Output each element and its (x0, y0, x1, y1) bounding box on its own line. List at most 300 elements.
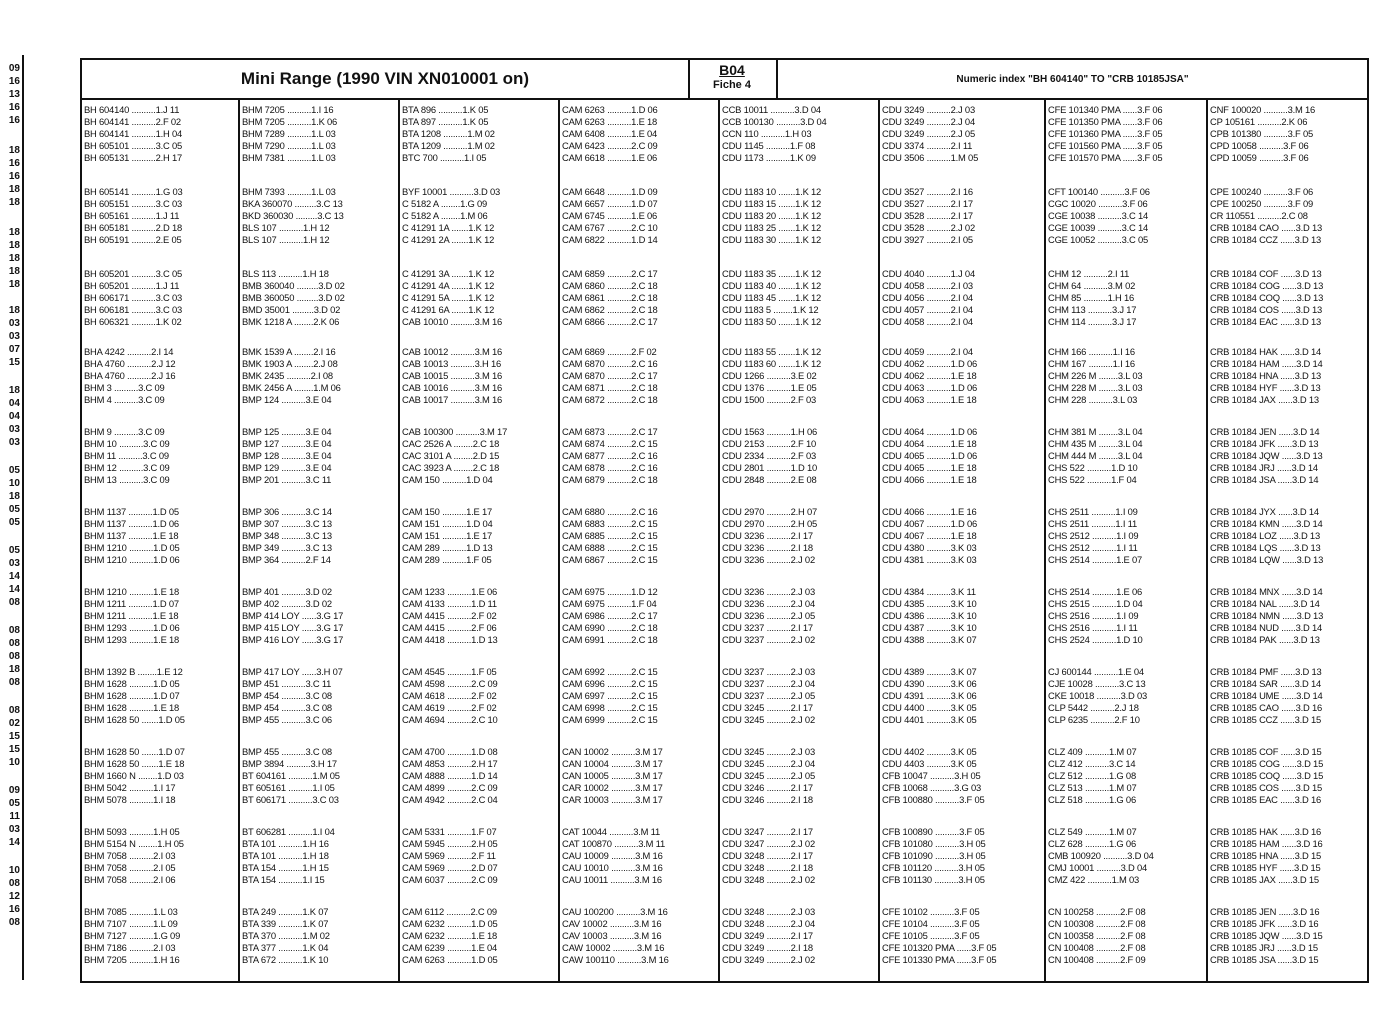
index-entry: CDU 3249 ..........2.J 03 (882, 104, 975, 115)
entry-group (82, 346, 238, 406)
index-entry: CAM 6999 ..........2.C 15 (562, 714, 658, 726)
index-entry: BMK 2456 A ........1.M 06 (242, 382, 341, 394)
index-entry: BLS 113 ..........1.H 18 (242, 268, 329, 279)
index-entry: CRB 10184 LOZ ......3.D 13 (1210, 530, 1320, 542)
index-entry: CAM 1233 ..........1.E 06 (402, 586, 498, 597)
index-entry: CRB 10184 SAR ......3.D 14 (1210, 678, 1322, 690)
index-entry: BMP 364 ..........2.F 14 (242, 554, 331, 566)
index-entry: CAM 5969 ..........2.D 07 (402, 862, 498, 874)
index-entry: BMP 417 LOY ......3.H 07 (242, 666, 343, 677)
index-entry: BHM 5042 ..........1.I 17 (84, 782, 176, 794)
entry-group (880, 586, 1044, 646)
index-entry: CAM 6883 ..........2.C 15 (562, 518, 658, 530)
left-strip-number: 05 (8, 504, 20, 515)
index-entry: BHM 7058 ..........2.I 05 (84, 862, 176, 874)
left-strip-number: 18 (8, 227, 20, 238)
page-title: Mini Range (1990 VIN XN010001 on) (82, 60, 690, 98)
index-entry: CDU 3248 ..........2.I 17 (722, 850, 813, 862)
index-entry: CDU 3237 ..........2.I 17 (722, 622, 813, 634)
index-entry: CAM 4700 ..........1.D 08 (402, 746, 498, 757)
index-entry: CAC 2526 A ........2.C 18 (402, 438, 500, 450)
index-entry: CAM 4415 ..........2.F 06 (402, 622, 497, 634)
index-entry: CAC 3923 A ........2.C 18 (402, 462, 500, 474)
entry-group (400, 746, 558, 806)
index-entry: CGC 10020 ..........3.F 06 (1048, 198, 1148, 210)
left-strip-number: 18 (8, 279, 20, 290)
index-entry: CAM 6861 ..........2.C 18 (562, 292, 658, 304)
index-column (82, 100, 240, 983)
entry-group (720, 826, 878, 886)
index-entry: CRB 10184 NAL ......3.D 14 (1210, 598, 1320, 610)
index-entry: CRB 10185 CAO ......3.D 16 (1210, 702, 1323, 714)
index-entry: CAB 10016 ..........3.M 16 (402, 382, 503, 394)
entry-group (880, 346, 1044, 406)
index-entry: CAM 6869 ..........2.F 02 (562, 346, 657, 357)
entry-group (1046, 268, 1206, 328)
left-strip-number: 08 (8, 878, 20, 889)
index-entry: CMB 100920 ..........3.D 04 (1048, 850, 1154, 862)
index-entry: CDU 4064 ..........1.D 06 (882, 426, 978, 437)
index-entry: CHS 2524 ..........1.D 10 (1048, 634, 1143, 646)
index-entry: CAM 4853 ..........2.H 17 (402, 758, 498, 770)
index-entry: BH 606321 ..........1.K 02 (84, 316, 182, 328)
index-entry: CRB 10185 JAX ......3.D 15 (1210, 874, 1319, 886)
index-entry: BHM 7127 ..........1.G 09 (84, 930, 181, 942)
index-entry: BH 605101 ..........3.C 05 (84, 140, 182, 152)
index-entry: CN 100408 ..........2.F 09 (1048, 954, 1146, 966)
index-entry: BMP 348 ..........3.C 13 (242, 530, 332, 542)
index-entry: CAM 151 ..........1.E 17 (402, 530, 493, 542)
index-entry: CFB 100880 ..........3.F 05 (882, 794, 985, 806)
index-entry: CDU 4065 ..........1.D 06 (882, 450, 978, 462)
index-entry: BMP 454 ..........3.C 08 (242, 702, 332, 714)
index-entry: BTA 154 ..........1.H 15 (242, 862, 329, 874)
entry-group (1208, 666, 1367, 726)
left-strip-number: 03 (8, 558, 20, 569)
index-entry: BHM 1628 ..........1.D 05 (84, 678, 180, 690)
index-entry: CDU 1183 20 .......1.K 12 (722, 210, 822, 222)
index-entry: CAM 6986 ..........2.C 17 (562, 610, 658, 622)
index-entry: CAB 10010 ..........3.M 16 (402, 316, 503, 328)
index-entry: BMP 402 ..........3.D 02 (242, 598, 332, 610)
entry-group (1046, 346, 1206, 406)
entry-group (880, 826, 1044, 886)
index-entry: BMP 349 ..........3.C 13 (242, 542, 332, 554)
index-entry: CAU 10011 ..........3.M 16 (562, 874, 662, 886)
index-entry: CDU 1173 ..........1.K 09 (722, 152, 816, 164)
index-entry: BHM 1660 N ........1.D 03 (84, 770, 184, 782)
entry-group (1046, 906, 1206, 966)
index-entry: CHM 12 ..........2.I 11 (1048, 268, 1130, 279)
entry-group (560, 746, 718, 806)
index-entry: CAM 6232 ..........1.D 05 (402, 918, 498, 930)
left-strip-number: 12 (8, 891, 20, 902)
left-strip-number: 16 (8, 102, 20, 113)
index-entry: BYF 10001 ..........3.D 03 (402, 186, 500, 197)
left-strip-number: 11 (9, 811, 20, 822)
index-entry: CFB 101080 ..........3.H 05 (882, 838, 986, 850)
entry-group (560, 506, 718, 566)
index-entry: CDU 2801 ..........1.D 10 (722, 462, 818, 474)
index-entry: C 5182 A ........1.M 06 (402, 210, 488, 222)
index-entry: CAM 4598 ..........2.C 09 (402, 678, 498, 690)
index-entry: CDU 3527 ..........2.I 17 (882, 198, 973, 210)
index-entry: CDU 1183 45 .......1.K 12 (722, 292, 822, 304)
index-entry: BHM 7381 ..........1.L 03 (242, 152, 336, 164)
index-entry: CP 105161 ..........2.K 06 (1210, 116, 1308, 128)
index-entry: BMK 1539 A ........2.I 16 (242, 346, 336, 357)
index-entry: CPD 10058 ..........3.F 06 (1210, 140, 1309, 152)
index-entry: BHM 1628 50 .......1.D 05 (84, 714, 185, 726)
index-entry: CRB 10184 JYX ......3.D 14 (1210, 506, 1319, 517)
left-strip-number: 14 (8, 837, 20, 848)
index-entry: CAM 4619 ..........2.F 02 (402, 702, 497, 714)
index-entry: CDU 4386 ..........3.K 10 (882, 610, 977, 622)
index-entry: CDU 4062 ..........1.D 06 (882, 358, 978, 370)
index-entry: CDU 3237 ..........2.J 04 (722, 678, 815, 690)
index-entry: BTA 897 ..........1.K 05 (402, 116, 489, 128)
left-strip-number: 18 (8, 253, 20, 264)
index-entry: CHM 166 ..........1.I 16 (1048, 346, 1135, 357)
index-entry: CDU 3528 ..........2.J 02 (882, 222, 975, 234)
index-entry: CFB 10047 ..........3.H 05 (882, 770, 981, 782)
index-entry: CRB 10185 COQ ......3.D 15 (1210, 770, 1324, 782)
left-strip-number: 15 (8, 357, 20, 368)
entry-group (1208, 186, 1367, 246)
index-entry: BMP 3894 ..........3.H 17 (242, 758, 337, 770)
entry-group (880, 104, 1044, 164)
entry-group (720, 906, 878, 966)
index-entry: CDU 2153 ..........2.F 10 (722, 438, 817, 450)
index-entry: CAM 6877 ..........2.C 16 (562, 450, 658, 462)
index-entry: CRB 10184 JEN ......3.D 14 (1210, 426, 1320, 437)
left-strip-number: 18 (8, 184, 20, 195)
index-entry: CAC 3101 A ........2.D 15 (402, 450, 500, 462)
index-entry: CRB 10184 HAM ......3.D 14 (1210, 358, 1323, 370)
index-entry: CDU 3236 ..........2.J 04 (722, 598, 815, 610)
index-entry: CAM 6822 ..........1.D 14 (562, 234, 658, 246)
index-entry: CAR 10003 ..........3.M 17 (562, 794, 663, 806)
index-entry: CAM 5945 ..........2.H 05 (402, 838, 498, 850)
index-entry: BHM 1210 ..........1.D 05 (84, 542, 180, 554)
index-entry: CHM 114 ..........3.J 17 (1048, 316, 1137, 328)
index-entry: CDU 4400 ..........3.K 05 (882, 702, 977, 714)
index-entry: CDU 1183 50 .......1.K 12 (722, 316, 822, 328)
index-entry: CRB 10184 HAK ......3.D 14 (1210, 346, 1322, 357)
index-entry: BHM 1628 ..........1.D 07 (84, 690, 180, 702)
entry-group (1208, 586, 1367, 646)
index-entry: CAM 6872 ..........2.C 18 (562, 394, 658, 406)
entry-group (82, 666, 238, 726)
entry-group (560, 104, 718, 164)
index-entry: CDU 4040 ..........1.J 04 (882, 268, 975, 279)
index-entry: BHM 13 ..........3.C 09 (84, 474, 170, 486)
index-entry: CCN 110 ..........1.H 03 (722, 128, 812, 140)
index-entry: CAM 6859 ..........2.C 17 (562, 268, 658, 279)
left-strip-number: 05 (8, 545, 20, 556)
index-entry: CAM 4618 ..........2.F 02 (402, 690, 497, 702)
left-strip-number: 05 (8, 798, 20, 809)
index-entry: CFE 101330 PMA ......3.F 05 (882, 954, 997, 966)
index-entry: CAM 5331 ..........1.F 07 (402, 826, 497, 837)
entry-group (240, 666, 398, 726)
entry-group (82, 906, 238, 966)
index-entry: CAM 4418 ..........1.D 13 (402, 634, 498, 646)
index-entry: CDU 3248 ..........2.J 02 (722, 874, 815, 886)
index-entry: CHS 2515 ..........1.D 04 (1048, 598, 1143, 610)
index-entry: CHS 522 ..........1.F 04 (1048, 474, 1137, 486)
left-strip-number: 18 (8, 197, 20, 208)
index-entry: CDU 4401 ..........3.K 05 (882, 714, 977, 726)
index-entry: CLZ 412 ..........3.C 14 (1048, 758, 1136, 770)
entry-group (1208, 426, 1367, 486)
index-entry: BHM 7058 ..........2.I 03 (84, 850, 176, 862)
index-entry: CRB 10184 JAX ......3.D 13 (1210, 394, 1319, 406)
index-entry: CDU 3245 ..........2.J 02 (722, 714, 815, 726)
index-entry: CAU 10009 ..........3.M 16 (562, 850, 663, 862)
left-strip-number: 08 (8, 597, 20, 608)
index-column (1046, 100, 1208, 983)
index-entry: BHM 12 ..........3.C 09 (84, 462, 170, 474)
index-entry: BHM 7186 ..........2.I 03 (84, 942, 176, 954)
index-entry: CAM 6878 ..........2.C 16 (562, 462, 658, 474)
index-entry: CRB 10184 LQS ......3.D 13 (1210, 542, 1321, 554)
index-entry: CAM 6860 ..........2.C 18 (562, 280, 658, 292)
index-entry: BHM 7107 ..........1.L 09 (84, 918, 178, 930)
entry-group (240, 586, 398, 646)
index-entry: CAM 6862 ..........2.C 18 (562, 304, 658, 316)
index-entry: CAM 6037 ..........2.C 09 (402, 874, 498, 886)
index-entry: C 41291 1A .......1.K 12 (402, 222, 495, 234)
index-entry: CFE 101570 PMA ......3.F 05 (1048, 152, 1163, 164)
entry-group (880, 906, 1044, 966)
index-entry: BTA 1208 ..........1.M 02 (402, 128, 495, 140)
index-entry: CDU 4384 ..........3.K 11 (882, 586, 976, 597)
entry-group (1208, 268, 1367, 328)
index-entry: BH 605151 ..........3.C 03 (84, 198, 182, 210)
left-strip-number: 18 (8, 266, 20, 277)
index-entry: CDU 2970 ..........2.H 05 (722, 518, 818, 530)
index-entry: BTA 370 ..........1.M 02 (242, 930, 330, 942)
index-entry: CAM 4545 ..........1.F 05 (402, 666, 497, 677)
index-columns (82, 100, 1367, 983)
index-entry: CDU 3247 ..........2.I 17 (722, 826, 813, 837)
index-entry: CLZ 513 ..........1.M 07 (1048, 782, 1137, 794)
entry-group (720, 346, 878, 406)
index-entry: CHM 113 ..........3.J 17 (1048, 304, 1137, 316)
index-entry: CDU 1183 35 .......1.K 12 (722, 268, 822, 279)
index-entry: CAM 5969 ..........2.F 11 (402, 850, 496, 862)
entry-group (1046, 666, 1206, 726)
index-entry: CAM 4694 ..........2.C 10 (402, 714, 498, 726)
index-entry: CDU 3249 ..........2.J 05 (882, 128, 975, 140)
index-entry: CRB 10184 CCZ ......3.D 13 (1210, 234, 1321, 246)
index-entry: CKE 10018 ..........3.D 03 (1048, 690, 1148, 702)
index-entry: C 41291 3A .......1.K 12 (402, 268, 495, 279)
index-entry: CAM 6870 ..........2.C 17 (562, 370, 658, 382)
left-strip-number: 15 (8, 744, 20, 755)
entry-group (82, 826, 238, 886)
entry-group (560, 346, 718, 406)
index-entry: BHM 1211 ..........1.D 07 (84, 598, 179, 610)
index-entry: BH 604140 ..........1.J 11 (84, 104, 180, 115)
index-entry: CRB 10184 COG ......3.D 13 (1210, 280, 1324, 292)
index-entry: CDU 3374 ..........2.I 11 (882, 140, 973, 152)
index-entry: CDU 4402 ..........3.K 05 (882, 746, 977, 757)
index-entry: CDU 1183 5 ........1.K 12 (722, 304, 819, 316)
index-entry: CDU 4067 ..........1.E 18 (882, 530, 977, 542)
index-entry: CHM 85 ..........1.H 16 (1048, 292, 1135, 304)
entry-group (240, 746, 398, 806)
left-strip-number: 08 (8, 638, 20, 649)
fiche-reference (688, 60, 778, 98)
entry-group (880, 666, 1044, 726)
index-entry: BHM 1210 ..........1.E 18 (84, 586, 180, 597)
index-entry: BTA 339 ..........1.K 07 (242, 918, 329, 930)
index-entry: CFE 101350 PMA ......3.F 06 (1048, 116, 1163, 128)
index-entry: CAM 4942 ..........2.C 04 (402, 794, 498, 806)
left-strip-number: 05 (8, 465, 20, 476)
index-entry: CAU 10010 ..........3.M 16 (562, 862, 663, 874)
index-entry: CAM 150 ..........1.E 17 (402, 506, 493, 517)
entry-group (82, 506, 238, 566)
index-entry: BH 605161 ..........1.J 11 (84, 210, 180, 222)
index-entry: CDU 1376 ..........1.E 05 (722, 382, 817, 394)
index-entry: CAM 6879 ..........2.C 18 (562, 474, 658, 486)
entry-group (880, 426, 1044, 486)
index-entry: CRB 10185 HNA ......3.D 15 (1210, 850, 1322, 862)
index-entry: CAM 6888 ..........2.C 15 (562, 542, 658, 554)
left-strip-number: 03 (8, 824, 20, 835)
left-strip-number: 09 (8, 63, 20, 74)
entry-group (400, 586, 558, 646)
index-entry: CAN 10004 ..........3.M 17 (562, 758, 663, 770)
index-entry: CDU 3246 ..........2.I 17 (722, 782, 813, 794)
index-entry: CAB 10012 ..........3.M 16 (402, 346, 503, 357)
left-strip-number: 02 (8, 718, 20, 729)
index-column (880, 100, 1046, 983)
entry-group (560, 268, 718, 328)
index-entry: CAM 6997 ..........2.C 15 (562, 690, 658, 702)
index-entry: BHM 5154 N ........1.H 05 (84, 838, 184, 850)
index-entry: CDU 4058 ..........2.I 04 (882, 316, 973, 328)
left-strip-number: 16 (8, 171, 20, 182)
index-entry: BMK 1218 A ........2.K 06 (242, 316, 340, 328)
index-entry: CHS 2511 ..........1.I 11 (1048, 518, 1137, 530)
index-entry: CAM 6870 ..........2.C 16 (562, 358, 658, 370)
index-entry: CAV 10002 ..........3.M 16 (562, 918, 662, 930)
entry-group (400, 906, 558, 966)
index-entry: CDU 3245 ..........2.J 03 (722, 746, 815, 757)
left-strip-number: 03 (8, 437, 20, 448)
index-entry: BKD 360030 .........3.C 13 (242, 210, 344, 222)
entry-group (720, 104, 878, 164)
entry-group (880, 186, 1044, 246)
index-entry: CAB 100300 ..........3.M 17 (402, 426, 508, 437)
entry-group (560, 426, 718, 486)
index-entry: CDU 3249 ..........2.I 17 (722, 930, 813, 942)
index-entry: BMP 451 ..........3.C 11 (242, 678, 332, 690)
left-strip-number: 10 (8, 757, 20, 768)
index-entry: CDU 1266 ..........3.E 02 (722, 370, 817, 382)
index-entry: CDU 4389 ..........3.K 07 (882, 666, 977, 677)
index-entry: CRB 10184 COQ ......3.D 13 (1210, 292, 1324, 304)
entry-group (400, 104, 558, 164)
index-entry: BMP 455 ..........3.C 06 (242, 714, 332, 726)
index-entry: BHM 4 ..........3.C 09 (84, 394, 165, 406)
index-entry: BTA 249 ..........1.K 07 (242, 906, 329, 917)
index-entry: CPD 10059 ..........3.F 06 (1210, 152, 1309, 164)
index-entry: BHM 7205 ..........1.H 16 (84, 954, 180, 966)
entry-group (240, 268, 398, 328)
index-entry: CDU 1183 15 .......1.K 12 (722, 198, 822, 210)
index-entry: CDU 1500 ..........2.F 03 (722, 394, 817, 406)
index-entry: C 41291 6A .......1.K 12 (402, 304, 495, 316)
index-entry: CGE 10039 ..........3.C 14 (1048, 222, 1149, 234)
index-entry: CAM 6263 ..........1.E 18 (562, 116, 658, 128)
index-entry: BHM 1210 ..........1.D 06 (84, 554, 180, 566)
index-entry: BH 605201 ..........3.C 05 (84, 268, 182, 279)
index-entry: BHM 5078 ..........1.I 18 (84, 794, 176, 806)
index-entry: BHM 7393 ..........1.L 03 (242, 186, 336, 197)
left-strip-number: 05 (8, 517, 20, 528)
index-entry: CAM 6618 ..........1.E 06 (562, 152, 658, 164)
left-strip-number: 18 (8, 664, 20, 675)
index-entry: CHS 2514 ..........1.E 07 (1048, 554, 1143, 566)
index-entry: CAM 6874 ..........2.C 15 (562, 438, 658, 450)
index-entry: CDU 4067 ..........1.D 06 (882, 518, 978, 530)
index-entry: BTA 672 ..........1.K 10 (242, 954, 329, 966)
left-strip-number: 10 (8, 865, 20, 876)
index-entry: CN 100408 ..........2.F 08 (1048, 942, 1146, 954)
index-entry: CDU 3248 ..........2.J 04 (722, 918, 815, 930)
index-entry: CDU 1145 ..........1.F 08 (722, 140, 816, 152)
left-strip-number: 14 (8, 571, 20, 582)
entry-group (1208, 506, 1367, 566)
index-entry: BHM 7058 ..........2.I 06 (84, 874, 176, 886)
index-entry: CRB 10185 JFK ......3.D 16 (1210, 918, 1319, 930)
index-entry: CJE 10028 ..........3.C 13 (1048, 678, 1146, 690)
index-entry: CAM 6657 ..........1.D 07 (562, 198, 658, 210)
index-entry: BHM 7085 ..........1.L 03 (84, 906, 178, 917)
index-entry: CN 100258 ..........2.F 08 (1048, 906, 1146, 917)
entry-group (240, 104, 398, 164)
left-strip-number: 16 (8, 904, 20, 915)
index-entry: CPE 100250 ..........3.F 09 (1210, 198, 1313, 210)
entry-group (720, 426, 878, 486)
index-entry: CDU 4066 ..........1.E 16 (882, 506, 977, 517)
numeric-index-label: Numeric index "BH 604140" TO "CRB 10185JSA" (956, 73, 1189, 85)
entry-group (400, 666, 558, 726)
index-entry: C 5182 A ........1.G 09 (402, 198, 488, 210)
index-column (1208, 100, 1367, 983)
index-entry: CGE 10038 ..........3.C 14 (1048, 210, 1149, 222)
index-entry: CRB 10184 NUD ......3.D 14 (1210, 622, 1323, 634)
index-entry: BHM 1137 ..........1.E 18 (84, 530, 179, 542)
index-entry: CHS 2512 ..........1.I 09 (1048, 530, 1139, 542)
index-entry: CDU 4387 ..........3.K 10 (882, 622, 977, 634)
left-strip-number: 08 (8, 677, 20, 688)
left-strip-number: 10 (8, 478, 20, 489)
entry-group (82, 186, 238, 246)
index-entry: CRB 10184 UME ......3.D 14 (1210, 690, 1323, 702)
index-entry: CAM 6998 ..........2.C 15 (562, 702, 658, 714)
index-entry: CAM 6996 ..........2.C 15 (562, 678, 658, 690)
left-strip-number: 03 (8, 331, 20, 342)
index-entry: BH 605201 ..........1.J 11 (84, 280, 180, 292)
index-entry: CRB 10185 COF ......3.D 15 (1210, 746, 1322, 757)
index-entry: CDU 3249 ..........2.J 04 (882, 116, 975, 128)
